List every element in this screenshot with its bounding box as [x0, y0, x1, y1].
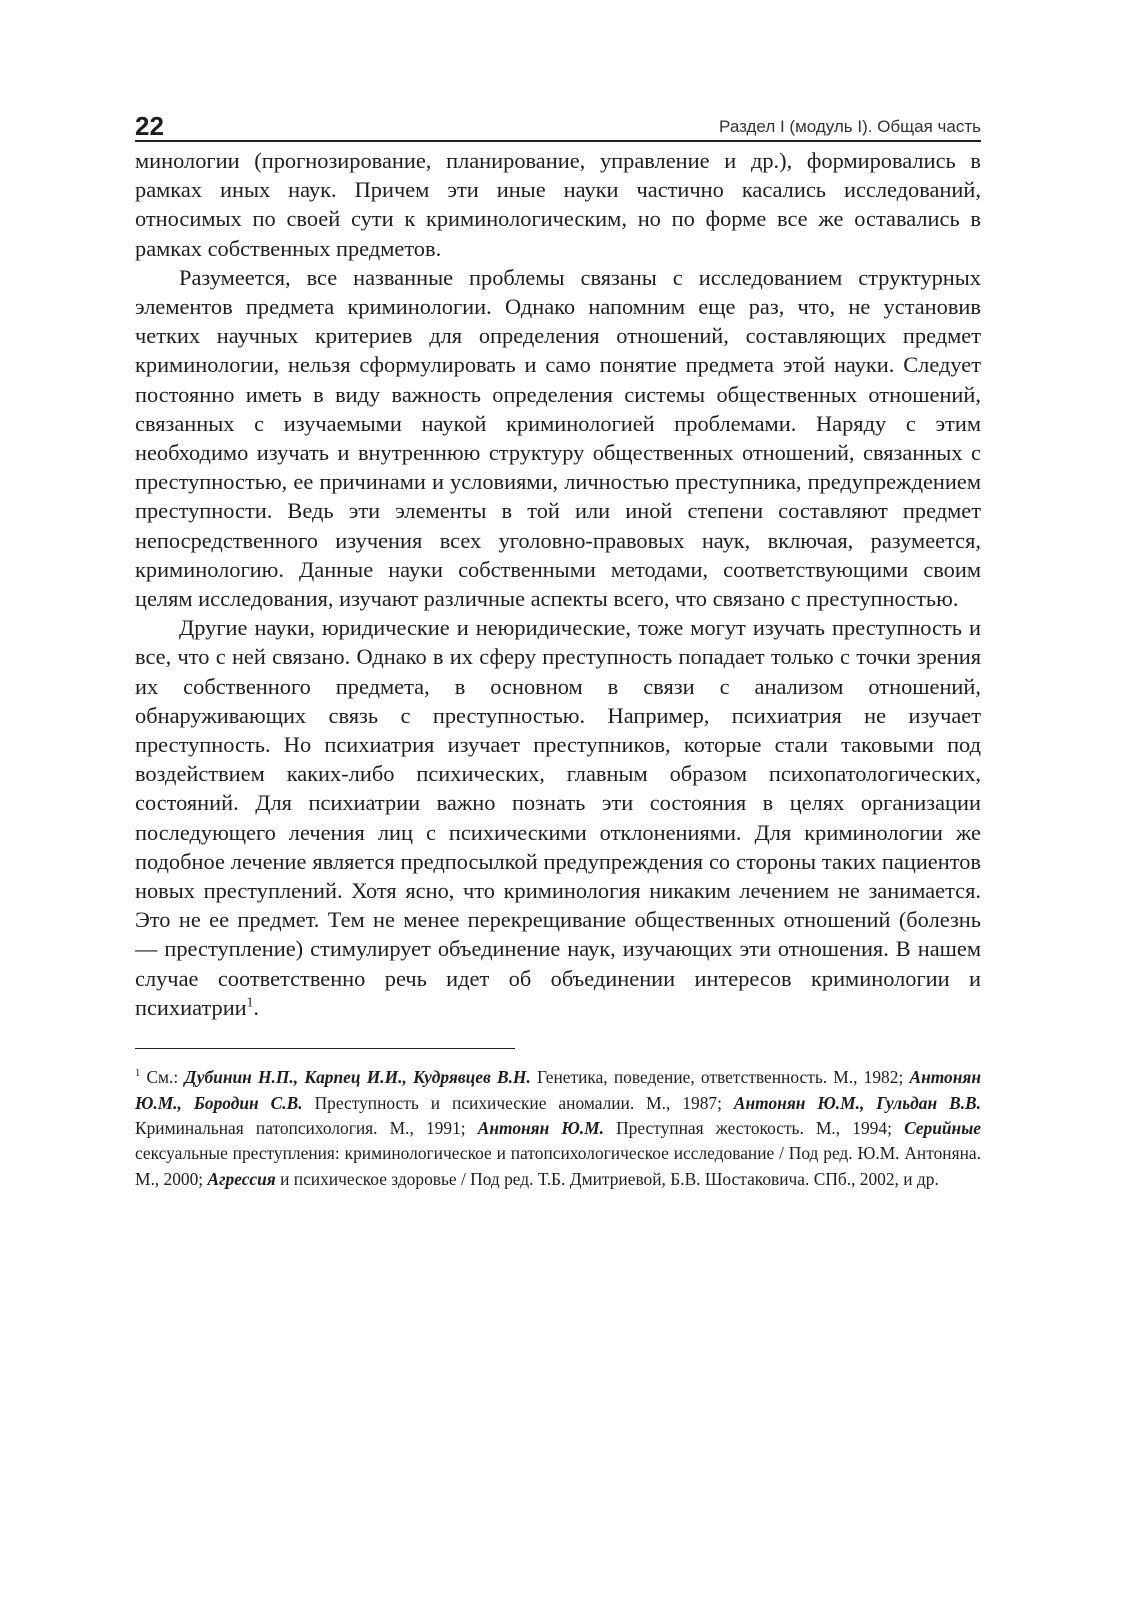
footnote-marker: 1: [135, 1068, 141, 1080]
footnote-author-3: Антонян Ю.М., Гульдан В.В.: [733, 1092, 981, 1113]
footnote-title-1: Генетика, поведение, ответственность. М., 1982;: [537, 1067, 904, 1088]
page-number: 22: [135, 111, 164, 141]
footnote-title-5: сексуальные преступления: криминологическое и патопсихологическое исследование / Под ред. Ю.М. Антоняна. М., 2000;: [135, 1143, 981, 1189]
page-header: [135, 106, 981, 142]
footnote-divider: [135, 1048, 515, 1049]
footnote-reference[interactable]: 1: [246, 994, 254, 1010]
running-head: Раздел I (модуль I). Общая часть: [719, 117, 981, 136]
paragraph-3: Другие науки, юридические и неюридические, тоже могут изучать преступность и все, что с ней связано. Однако в их сферу преступность попадает только с точки зрения их собственного предмета, в основном в связи с анализом отношений, обнаруживающих связь с преступностью. Например, психиатрия не изучает преступность. Но психиатрия изучает преступников, которые стали таковыми под воздействием каких-либо психических, главным образом психопатологических, состояний. Для психиатрии важно познать эти состояния в целях организации последующего лечения лиц с психическими отклонениями. Для криминологии же подобное лечение является предпосылкой предупреждения со стороны таких пациентов новых преступлений. Хотя ясно, что криминология никаким лечением не занимается. Это не ее предмет. Тем не менее перекрещивание общественных отношений (болезнь — преступление) стимулирует объединение наук, изучающих эти отношения. В нашем случае соответственно речь идет об объединении интересов криминологии и психиатрии$^1$.: [135, 615, 981, 1020]
footnote-title-lead-5: Серийные: [904, 1117, 981, 1138]
footnote-prefix: См.:: [146, 1067, 179, 1088]
footnote-title-4: Преступная жестокость. М., 1994;: [616, 1117, 892, 1138]
paragraph-2: Разумеется, все названные проблемы связаны с исследованием структурных элементов предмета криминологии. Однако напомним еще раз, что, не установив четких научных критериев для определения отношений, составляющих предмет криминологии, нельзя сформулировать и само понятие предмета этой науки. Следует постоянно иметь в виду важность определения системы общественных отношений, связанных с изучаемыми наукой криминологией проблемами. Наряду с этим необходимо изучать и внутреннюю структуру общественных отношений, связанных с преступностью, ее причинами и условиями, личностью преступника, предупреждением преступности. Ведь эти элементы в той или иной степени составляют предмет непосредственного изучения всех уголовно-правовых наук, включая, разумеется, криминологию. Данные науки собственными методами, соответствующими своим целям исследования, изучают различные аспекты всего, что связано с преступностью.: [135, 264, 981, 612]
body-text: [135, 146, 981, 1022]
paragraph-1: минологии (прогнозирование, планирование, управление и др.), формировались в рамках иных наук. Причем эти иные науки частично касались исследований, относимых по своей сути к криминологическим, но по форме все же оставались в рамках собственных предметов.: [135, 148, 981, 261]
footnote-title-3: Криминальная патопсихология. М., 1991;: [135, 1117, 466, 1138]
paragraph-3-text: Другие науки, юридические и неюридические, тоже могут изучать преступность и все, что с ней связано. Однако в их сферу преступность попадает только с точки зрения их собственного предмета, в основном в связи с анализом отношений, обнаруживающих связь с преступностью. Например, психиатрия не изучает преступность. Но психиатрия изучает преступников, которые стали таковыми под воздействием каких-либо психических, главным образом психопатологических, состояний. Для психиатрии важно познать эти состояния в целях организации последующего лечения лиц с психическими отклонениями. Для криминологии же подобное лечение является предпосылкой предупреждения со стороны таких пациентов новых преступлений. Хотя ясно, что криминология никаким лечением не занимается. Это не ее предмет. Тем не менее перекрещивание общественных отношений (болезнь — преступление) стимулирует объединение наук, изучающих эти отношения. В нашем случае соответственно речь идет об объединении интересов криминологии и психиатрии: [135, 615, 981, 1020]
footnote-author-2: Антонян Ю.М., Бородин С.В.: [135, 1067, 982, 1113]
footnote-author-4: Антонян Ю.М.: [477, 1117, 604, 1138]
footnote-title-6: и психическое здоровье / Под ред. Т.Б. Дмитриевой, Б.В. Шостаковича. СПб., 2002, и др.: [280, 1168, 939, 1189]
footnote: [135, 1065, 981, 1192]
footnote-title-lead-6: Агрессия: [207, 1168, 276, 1189]
footnote-author-1: Дубинин Н.П., Карпец И.И., Кудрявцев В.Н.: [184, 1067, 531, 1088]
footnote-title-2: Преступность и психические аномалии. М., 1987;: [314, 1092, 722, 1113]
book-page: [135, 106, 981, 1546]
